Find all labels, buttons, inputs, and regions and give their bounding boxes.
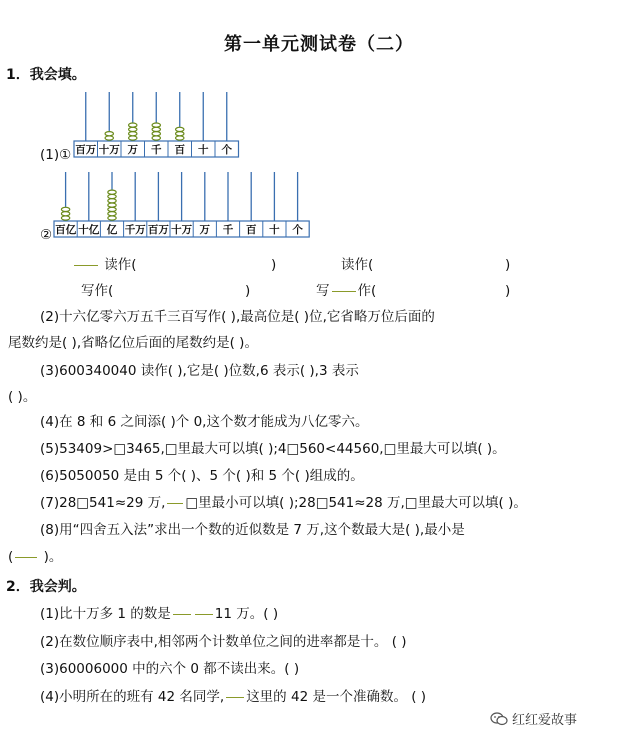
- q1-read-2-close: ): [505, 257, 511, 273]
- abacus-column-label: 百: [245, 224, 257, 236]
- abacus-column-label: 百: [174, 144, 185, 156]
- abacus-column-label: 十亿: [78, 224, 100, 236]
- q1-write-2-a: 写: [316, 283, 330, 299]
- abacus-column-label: 个: [221, 144, 232, 156]
- abacus-column-label: 万: [199, 224, 211, 236]
- abacus-bead: [108, 212, 116, 216]
- abacus-bead: [129, 123, 137, 127]
- abacus-column-label: 十万: [98, 144, 120, 156]
- abacus-column-label: 十: [198, 144, 209, 156]
- abacus-2-label: ②: [40, 227, 53, 243]
- abacus-bead: [129, 136, 137, 140]
- abacus-bead: [108, 190, 116, 194]
- q3-line-1: (3)600340040 读作( ),它是( )位数,6 表示( ),3 表示: [40, 363, 359, 379]
- j1-part-b: 11 万。( ): [214, 606, 279, 622]
- watermark-text: 红红爱故事: [512, 713, 578, 728]
- abacus-bead: [108, 199, 116, 203]
- abacus-figures: [0, 0, 638, 250]
- section-1-heading: 1．我会填。: [6, 67, 86, 83]
- q2-line-1: (2)十六亿零六万五千三百写作( ),最高位是( )位,它省略万位后面的: [40, 309, 435, 325]
- q1-write-2-b: 作(: [357, 283, 377, 299]
- j4-part-b: 这里的 42 是一个准确数。 ( ): [246, 689, 427, 705]
- abacus-bead: [152, 136, 160, 140]
- abacus-bead: [129, 127, 137, 131]
- watermark: [490, 709, 577, 728]
- q7-part-b: □里最小可以填( );28□541≈28 万,□里最大可以填( )。: [185, 495, 527, 511]
- blank-line: [167, 502, 183, 504]
- abacus-column-label: 千: [222, 224, 234, 236]
- abacus-1: [74, 92, 239, 157]
- j1-line: [40, 605, 278, 623]
- abacus-bead: [105, 136, 113, 140]
- q4-line: (4)在 8 和 6 之间添( )个 0,这个数才能成为八亿零六。: [40, 414, 369, 430]
- section-2-heading: 2．我会判。: [6, 579, 86, 595]
- abacus-bead: [152, 127, 160, 131]
- abacus-bead: [176, 136, 184, 140]
- q1-read-1: [72, 256, 137, 274]
- q1-write-2: [316, 282, 376, 300]
- abacus-1-label: (1)①: [40, 147, 72, 163]
- q8-line-1: (8)用“四舍五入法”求出一个数的近似数是 7 万,这个数最大是( ),最小是: [40, 522, 465, 538]
- page-title: 第一单元测试卷（二）: [224, 34, 414, 55]
- q8-close: )。: [39, 549, 63, 565]
- q1-write-2-close: ): [505, 283, 511, 299]
- abacus-column-label: 千万: [124, 224, 146, 236]
- j1-part-a: (1)比十万多 1 的数是: [40, 606, 171, 622]
- q5-line: (5)53409>□3465,□里最大可以填( );4□560<44560,□里最大可以填( )。: [40, 441, 506, 457]
- blank-line: [173, 613, 191, 615]
- abacus-bead: [108, 216, 116, 220]
- q1-read-2: 读作(: [341, 257, 374, 273]
- j4-line: [40, 688, 426, 706]
- abacus-bead: [61, 207, 69, 211]
- abacus-bead: [176, 132, 184, 136]
- j4-part-a: (4)小明所在的班有 42 名同学,: [40, 689, 225, 705]
- blank-line: [74, 264, 98, 266]
- abacus-bead: [152, 132, 160, 136]
- q1-read-1-close: ): [271, 257, 277, 273]
- wechat-icon: [490, 712, 508, 726]
- blank-line: [195, 613, 213, 615]
- q8-line-2: [8, 548, 62, 566]
- abacus-2: [54, 172, 309, 237]
- abacus-column-label: 千: [151, 144, 162, 156]
- j2-line: (2)在数位顺序表中,相邻两个计数单位之间的进率都是十。 ( ): [40, 634, 407, 650]
- abacus-bead: [129, 132, 137, 136]
- abacus-bead: [61, 212, 69, 216]
- abacus-column-label: 亿: [106, 224, 118, 236]
- abacus-bead: [108, 203, 116, 207]
- abacus-bead: [105, 132, 113, 136]
- q2-line-2: 尾数约是( ),省略亿位后面的尾数约是( )。: [8, 335, 258, 351]
- q1-write-1: 写作(: [81, 283, 114, 299]
- q6-line: (6)5050050 是由 5 个( )、5 个( )和 5 个( )组成的。: [40, 468, 364, 484]
- abacus-column-label: 个: [292, 224, 303, 236]
- q1-read-1-label: 读作(: [104, 257, 137, 273]
- q1-write-1-close: ): [245, 283, 251, 299]
- abacus-column-label: 十: [269, 224, 280, 236]
- abacus-column-label: 百亿: [55, 224, 77, 236]
- abacus-column-label: 万: [127, 144, 138, 156]
- blank-line: [15, 556, 37, 558]
- blank-line: [226, 696, 244, 698]
- q7-part-a: (7)28□541≈29 万,: [40, 495, 166, 511]
- abacus-column-label: 百万: [75, 144, 97, 156]
- abacus-bead: [152, 123, 160, 127]
- q8-open: (: [8, 549, 14, 565]
- q3-line-2: ( )。: [8, 389, 37, 405]
- abacus-bead: [61, 216, 69, 220]
- blank-line: [332, 290, 356, 292]
- abacus-column-label: 百万: [147, 224, 169, 236]
- abacus-bead: [108, 194, 116, 198]
- abacus-bead: [108, 207, 116, 211]
- abacus-bead: [176, 127, 184, 131]
- q7-line: [40, 494, 527, 512]
- j3-line: (3)60006000 中的六个 0 都不读出来。( ): [40, 661, 300, 677]
- abacus-column-label: 十万: [171, 224, 193, 236]
